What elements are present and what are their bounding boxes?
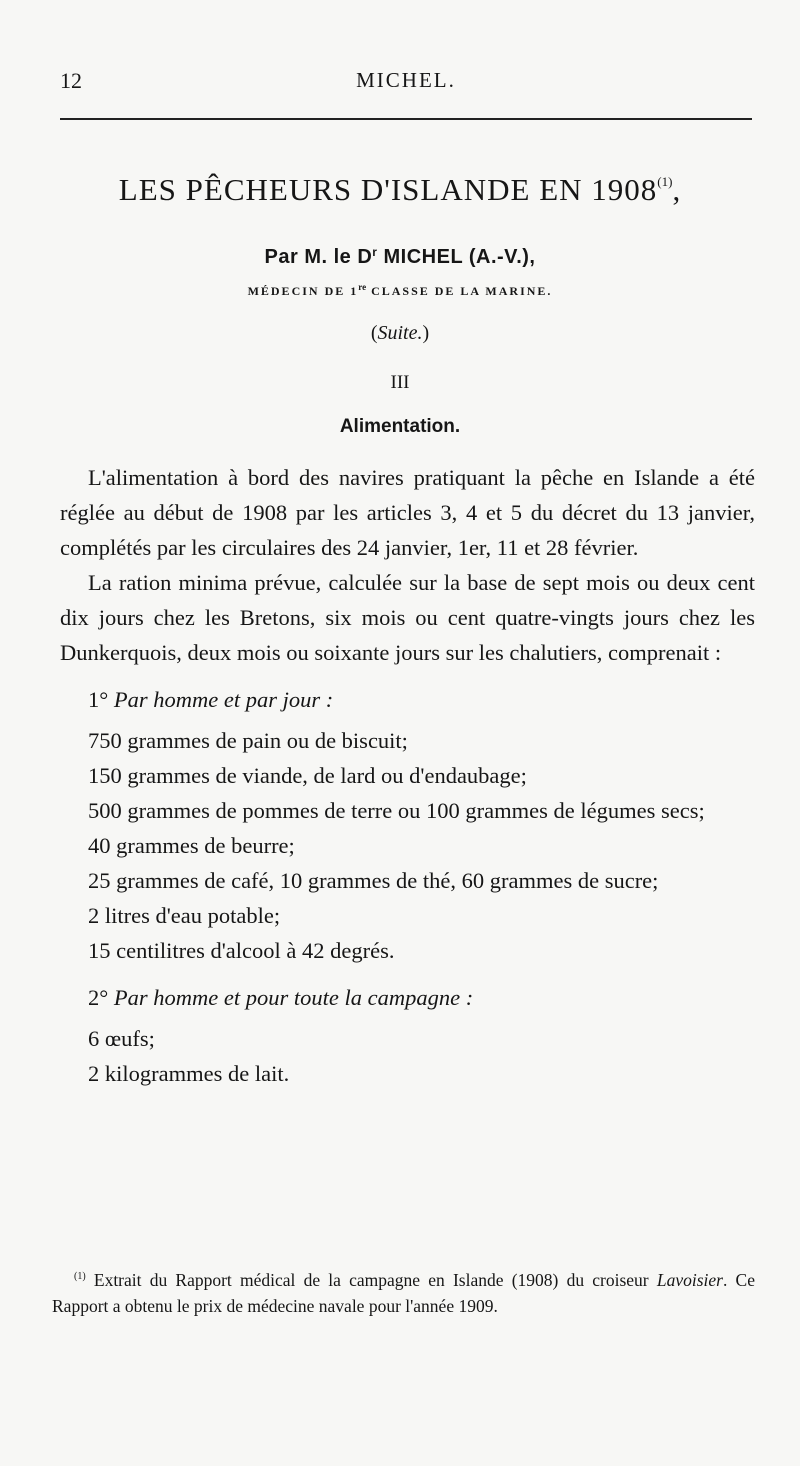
affiliation <box>40 282 760 299</box>
ration-daily-item: 25 grammes de café, 10 grammes de thé, 60 grammes de sucre; <box>88 868 659 893</box>
paragraph-1: L'alimentation à bord des navires pratiquant la pêche en Islande a été réglée au début de 1908 par les articles 3, 4 et 5 du décret du 13 janvier, complétés par les circulaires des 24 janvier, 1er, 11 et 28 février. <box>60 465 755 560</box>
ration-campaign-heading <box>60 980 755 1015</box>
ration-campaign-item: 6 œufs; <box>88 1026 155 1051</box>
header-rule <box>60 118 752 120</box>
affiliation-sup: re <box>358 282 367 292</box>
ration-campaign-item: 2 kilogrammes de lait. <box>88 1061 290 1086</box>
ration-campaign-heading-text: Par homme et pour toute la campagne : <box>113 985 474 1010</box>
footnote <box>52 1264 755 1319</box>
section-title: Alimentation. <box>339 416 461 437</box>
ration-daily-heading <box>60 682 755 717</box>
running-title: MICHEL. <box>356 68 456 92</box>
ration-daily-item: 150 grammes de viande, de lard ou d'endaubage; <box>88 763 527 788</box>
footnote-text-after: . Ce Rapport a obtenu le prix de médecine navale pour l'année 1909. <box>52 1270 755 1316</box>
paragraph-2: La ration minima prévue, calculée sur la base de sept mois ou deux cent dix jours chez les Bretons, six mois ou cent quatre-vingts jours chez les Dunkerquois, deux mois ou soixante jours sur les chalutiers, comprenait : <box>60 570 755 665</box>
footnote-mark: (1) <box>74 1271 86 1282</box>
ration-daily-item: 15 centilitres d'alcool à 42 degrés. <box>88 938 395 963</box>
ration-daily-item: 500 grammes de pommes de terre ou 100 grammes de légumes secs; <box>88 798 705 823</box>
byline-sup: r <box>372 245 378 259</box>
article-title <box>40 172 760 208</box>
article-title-trailing: , <box>672 172 682 207</box>
section-number: III <box>390 372 410 393</box>
body-text <box>60 460 755 1091</box>
footnote-text-before: Extrait du Rapport médical de la campagne en Islande (1908) du croiseur <box>85 1270 657 1290</box>
ration-daily-item: 750 grammes de pain ou de biscuit; <box>88 728 408 753</box>
footnote-ship-name: Lavoisier <box>656 1270 723 1290</box>
title-footnote-mark[interactable]: (1) <box>657 174 673 189</box>
suite-label: (Suite.) <box>370 322 430 344</box>
byline-prefix: Par M. le D <box>264 246 373 268</box>
ration-daily-item: 40 grammes de beurre; <box>88 833 295 858</box>
page-number: 12 <box>60 68 82 93</box>
byline <box>40 245 760 269</box>
byline-suffix: MICHEL (A.-V.), <box>377 246 536 268</box>
ration-daily-heading-text: Par homme et par jour : <box>113 687 334 712</box>
affiliation-suffix: CLASSE DE LA MARINE. <box>366 284 553 298</box>
running-head <box>60 68 752 98</box>
ration-daily-item: 2 litres d'eau potable; <box>88 903 281 928</box>
article-title-text: LES PÊCHEURS D'ISLANDE EN 1908 <box>118 172 658 207</box>
affiliation-prefix: MÉDECIN DE 1 <box>247 284 359 298</box>
ration-daily-number: 1° <box>88 687 109 712</box>
ration-campaign-number: 2° <box>88 985 109 1010</box>
suite-text: Suite. <box>377 322 423 344</box>
